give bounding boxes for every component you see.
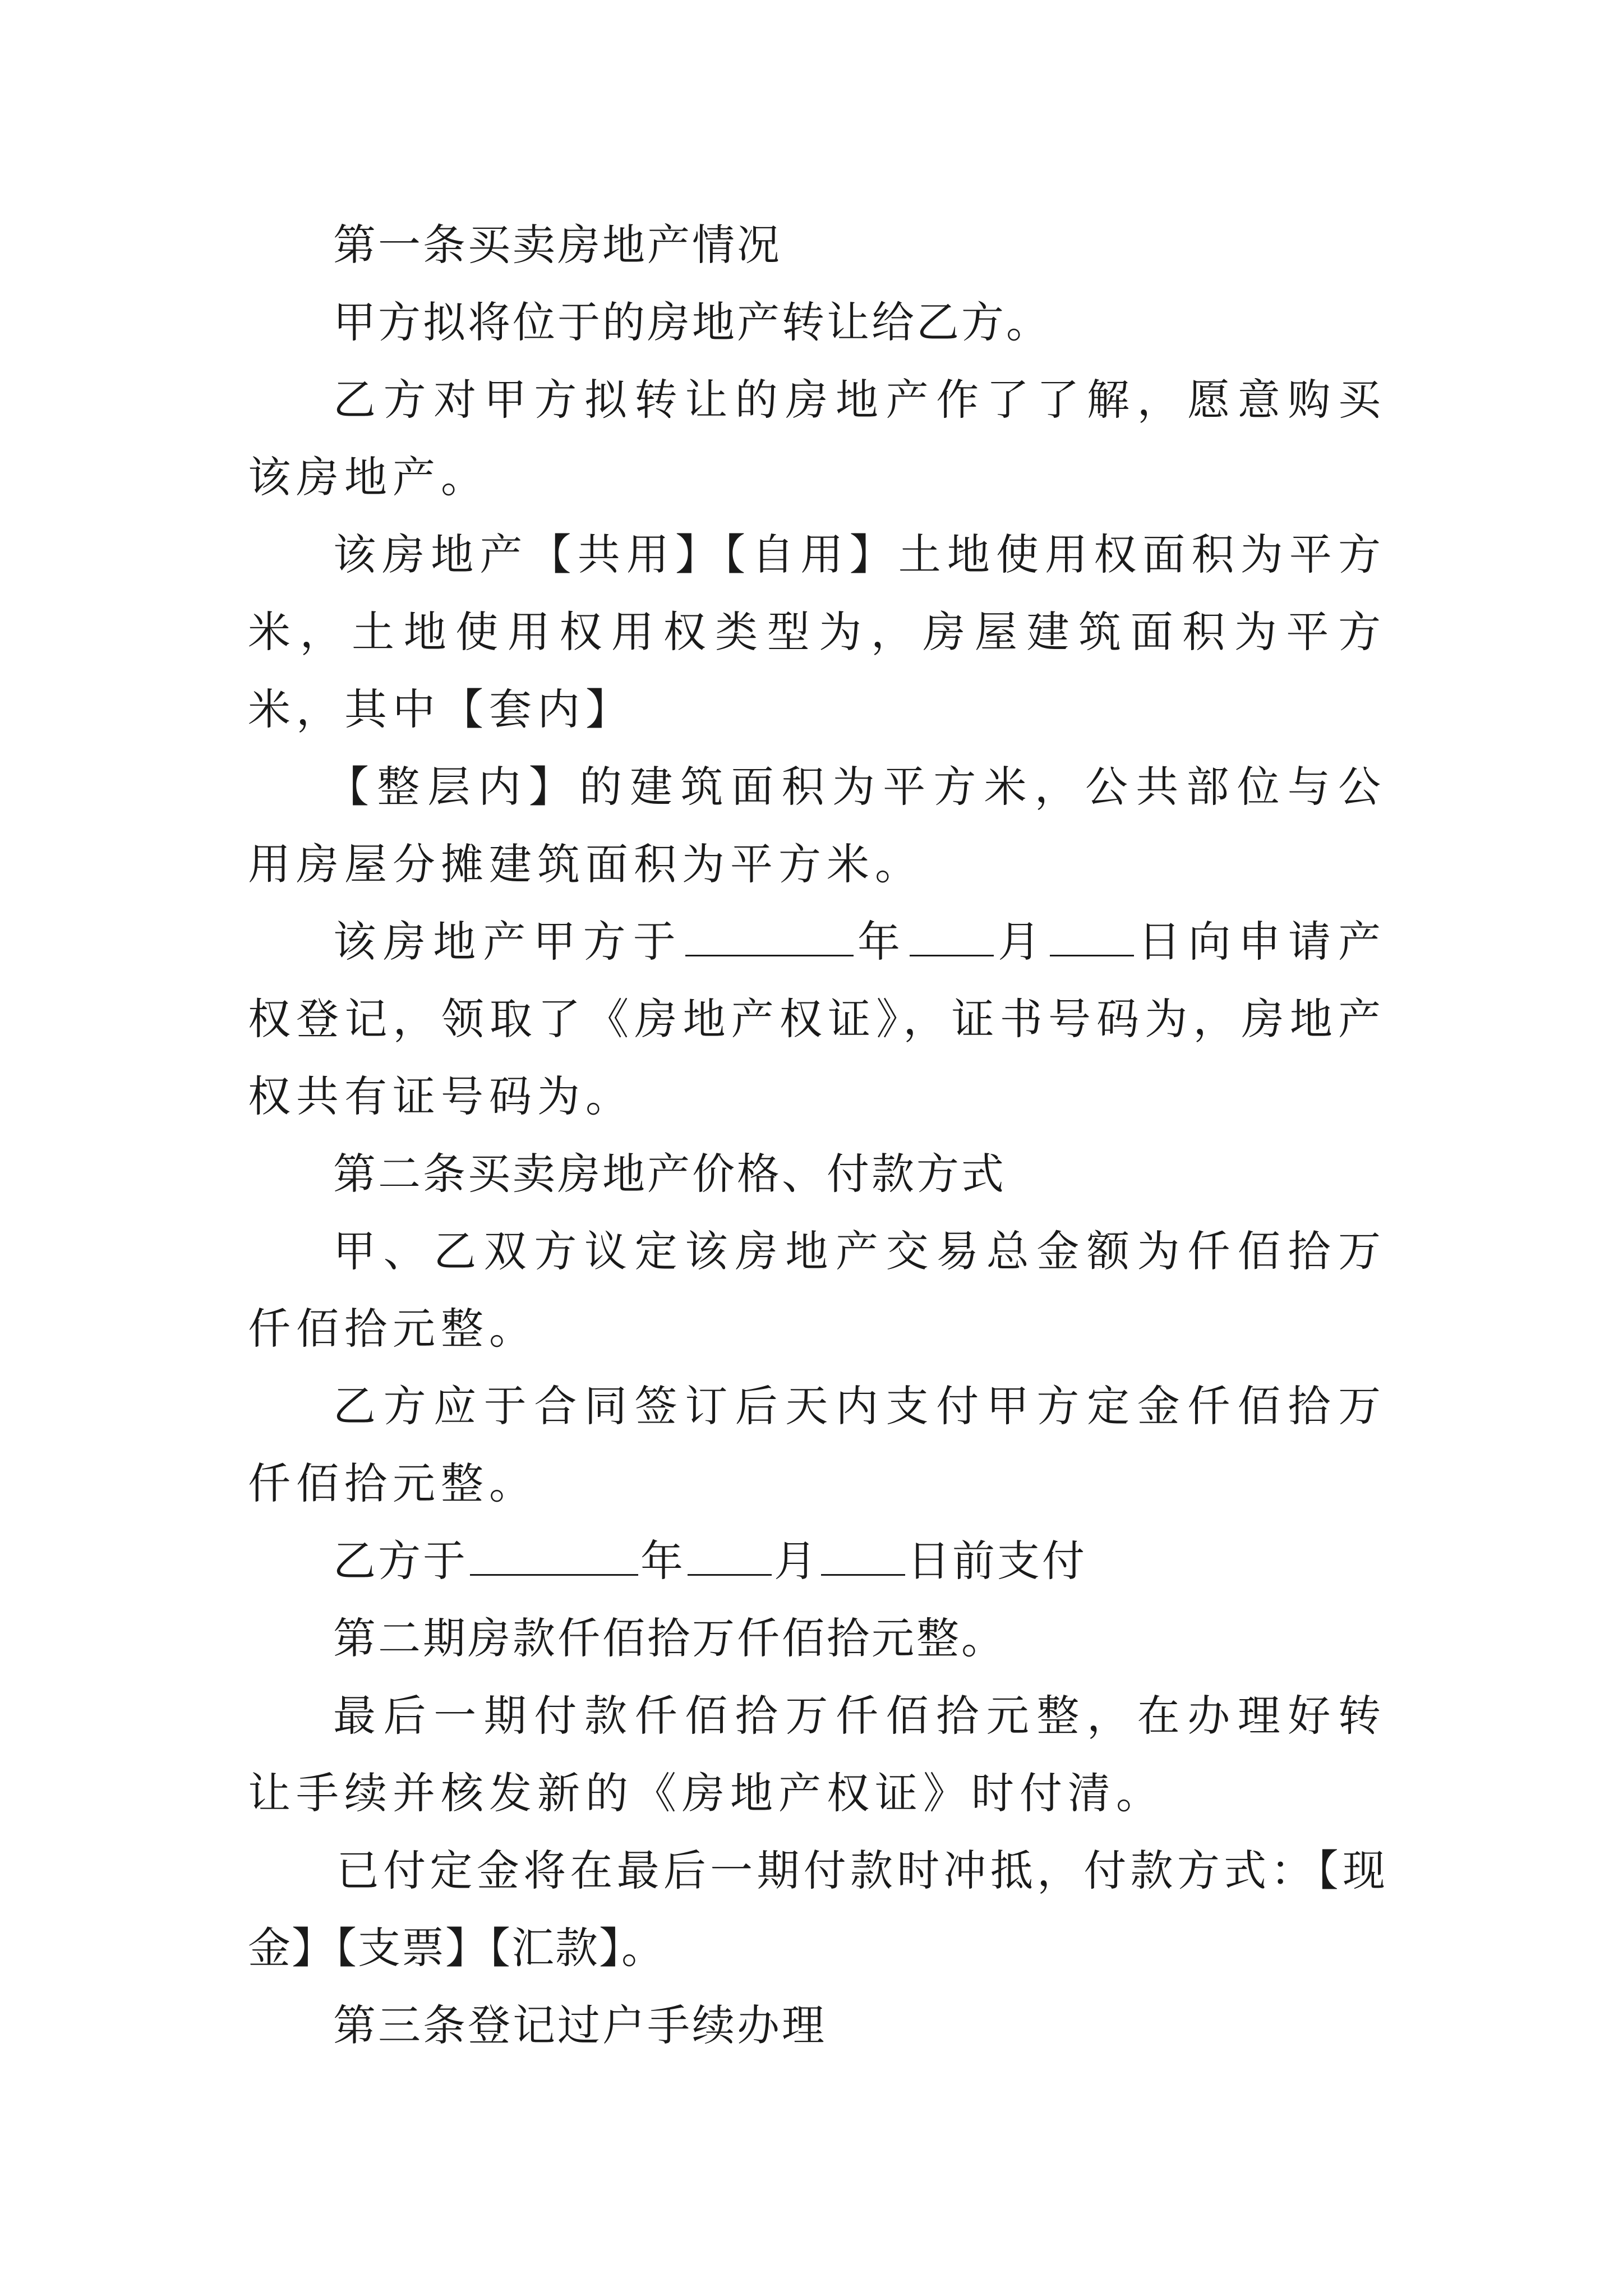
paragraph-payment-method: 已付定金将在最后一期付款时冲抵，付款方式：【现金】【支票】【汇款】。: [248, 1846, 1386, 1973]
paragraph-payment-date: [248, 1522, 1386, 1600]
year-label: 年: [855, 917, 908, 967]
month-label: 月: [996, 917, 1048, 967]
payment-day-blank: [821, 1535, 905, 1576]
paragraph-land-area: 该房地产【共用】【自用】土地使用权面积为平方米，土地使用权用权类型为，房屋建筑面积为平方米，其中【套内】: [248, 530, 1386, 734]
paragraph-floor-area: 【整层内】的建筑面积为平方米，公共部位与公用房屋分摊建筑面积为平方米。: [248, 762, 1386, 889]
day-blank: [1050, 915, 1134, 956]
article-1-heading: 第一条买卖房地产情况: [333, 220, 782, 270]
article-2-heading: 第二条买卖房地产价格、付款方式: [333, 1149, 1006, 1199]
paragraph-deposit: 乙方应于合同签订后天内支付甲方定金仟佰拾万仟佰拾元整。: [248, 1381, 1386, 1508]
paragraph-buyer-intent: 乙方对甲方拟转让的房地产作了了解，愿意购买该房地产。: [248, 375, 1386, 502]
payment-text-end: 日前支付: [907, 1536, 1087, 1586]
registration-text-start: 该房地产甲方于: [333, 917, 683, 967]
paragraph-second-installment: 第二期房款仟佰拾万仟佰拾元整。: [333, 1613, 1006, 1663]
year-blank: [685, 915, 854, 956]
payment-year-label: 年: [640, 1536, 685, 1586]
payment-month-blank: [688, 1535, 772, 1576]
paragraph-total-amount: 甲、乙双方议定该房地产交易总金额为仟佰拾万仟佰拾元整。: [248, 1226, 1386, 1354]
payment-text-start: 乙方于: [333, 1536, 468, 1586]
paragraph-registration: [248, 903, 1386, 1135]
document-body: [248, 206, 1386, 2064]
payment-month-label: 月: [774, 1536, 819, 1586]
paragraph-property-location: 甲方拟将位于的房地产转让给乙方。: [333, 297, 1051, 347]
article-3-heading: 第三条登记过户手续办理: [333, 2000, 827, 2050]
month-blank: [910, 915, 994, 956]
paragraph-final-installment: 最后一期付款仟佰拾万仟佰拾元整，在办理好转让手续并核发新的《房地产权证》时付清。: [248, 1691, 1386, 1818]
registration-text-end: 日向申请产权登记，领取了《房地产权证》，证书号码为，房地产权共有证号码为。: [248, 917, 1386, 1121]
payment-year-blank: [470, 1535, 638, 1576]
